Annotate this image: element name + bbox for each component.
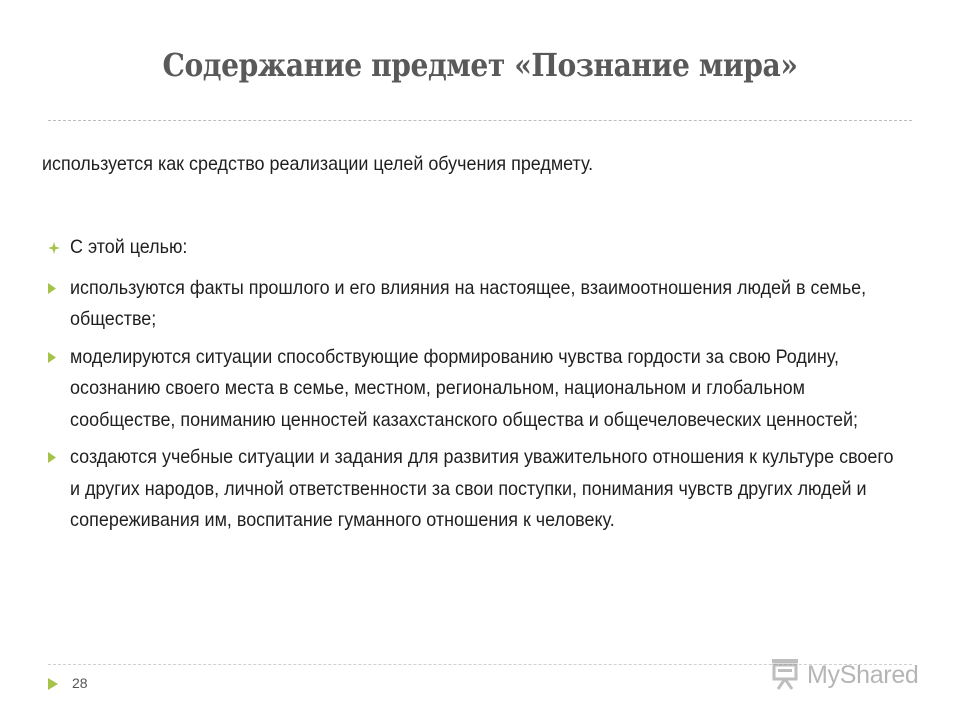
list-item	[48, 342, 908, 437]
list-item	[48, 273, 908, 336]
diamond-bullet-icon	[48, 232, 62, 263]
watermark	[767, 656, 927, 692]
list-item-text: С этой целью:	[70, 236, 188, 258]
triangle-bullet-icon	[48, 442, 62, 473]
list-item-text: моделируются ситуации способствующие формированию чувства гордости за свою Родину, осознанию своего места в семье, местном, региональном, национальном и глобальном сообществе, пониманию ценностей казахстанского общества и общечеловеческих ценностей;	[70, 345, 858, 431]
title-divider	[48, 120, 912, 121]
list-item-text: создаются учебные ситуации и задания для развития уважительного отношения к культуре своего и других народов, личной ответственности за свои поступки, понимания чувств других людей и сопереживания им, воспитание гуманного отношения к человеку.	[70, 446, 894, 531]
page-number: 28	[72, 675, 88, 691]
intro-text: используется как средство реализации целей обучения предмету.	[42, 153, 594, 175]
list-item-text: используются факты прошлого и его влияния на настоящее, взаимоотношения людей в семье, обществе;	[70, 276, 867, 330]
triangle-bullet-icon	[48, 342, 62, 373]
presentation-board-icon	[767, 656, 803, 690]
triangle-bullet-icon	[48, 273, 62, 304]
list-item	[48, 442, 908, 537]
bullet-list	[48, 232, 908, 543]
slide-title: Содержание предмет «Познание мира»	[162, 46, 798, 84]
footer-arrow-icon	[48, 677, 58, 695]
watermark-text: MyShared	[807, 661, 919, 689]
list-item	[48, 232, 908, 264]
